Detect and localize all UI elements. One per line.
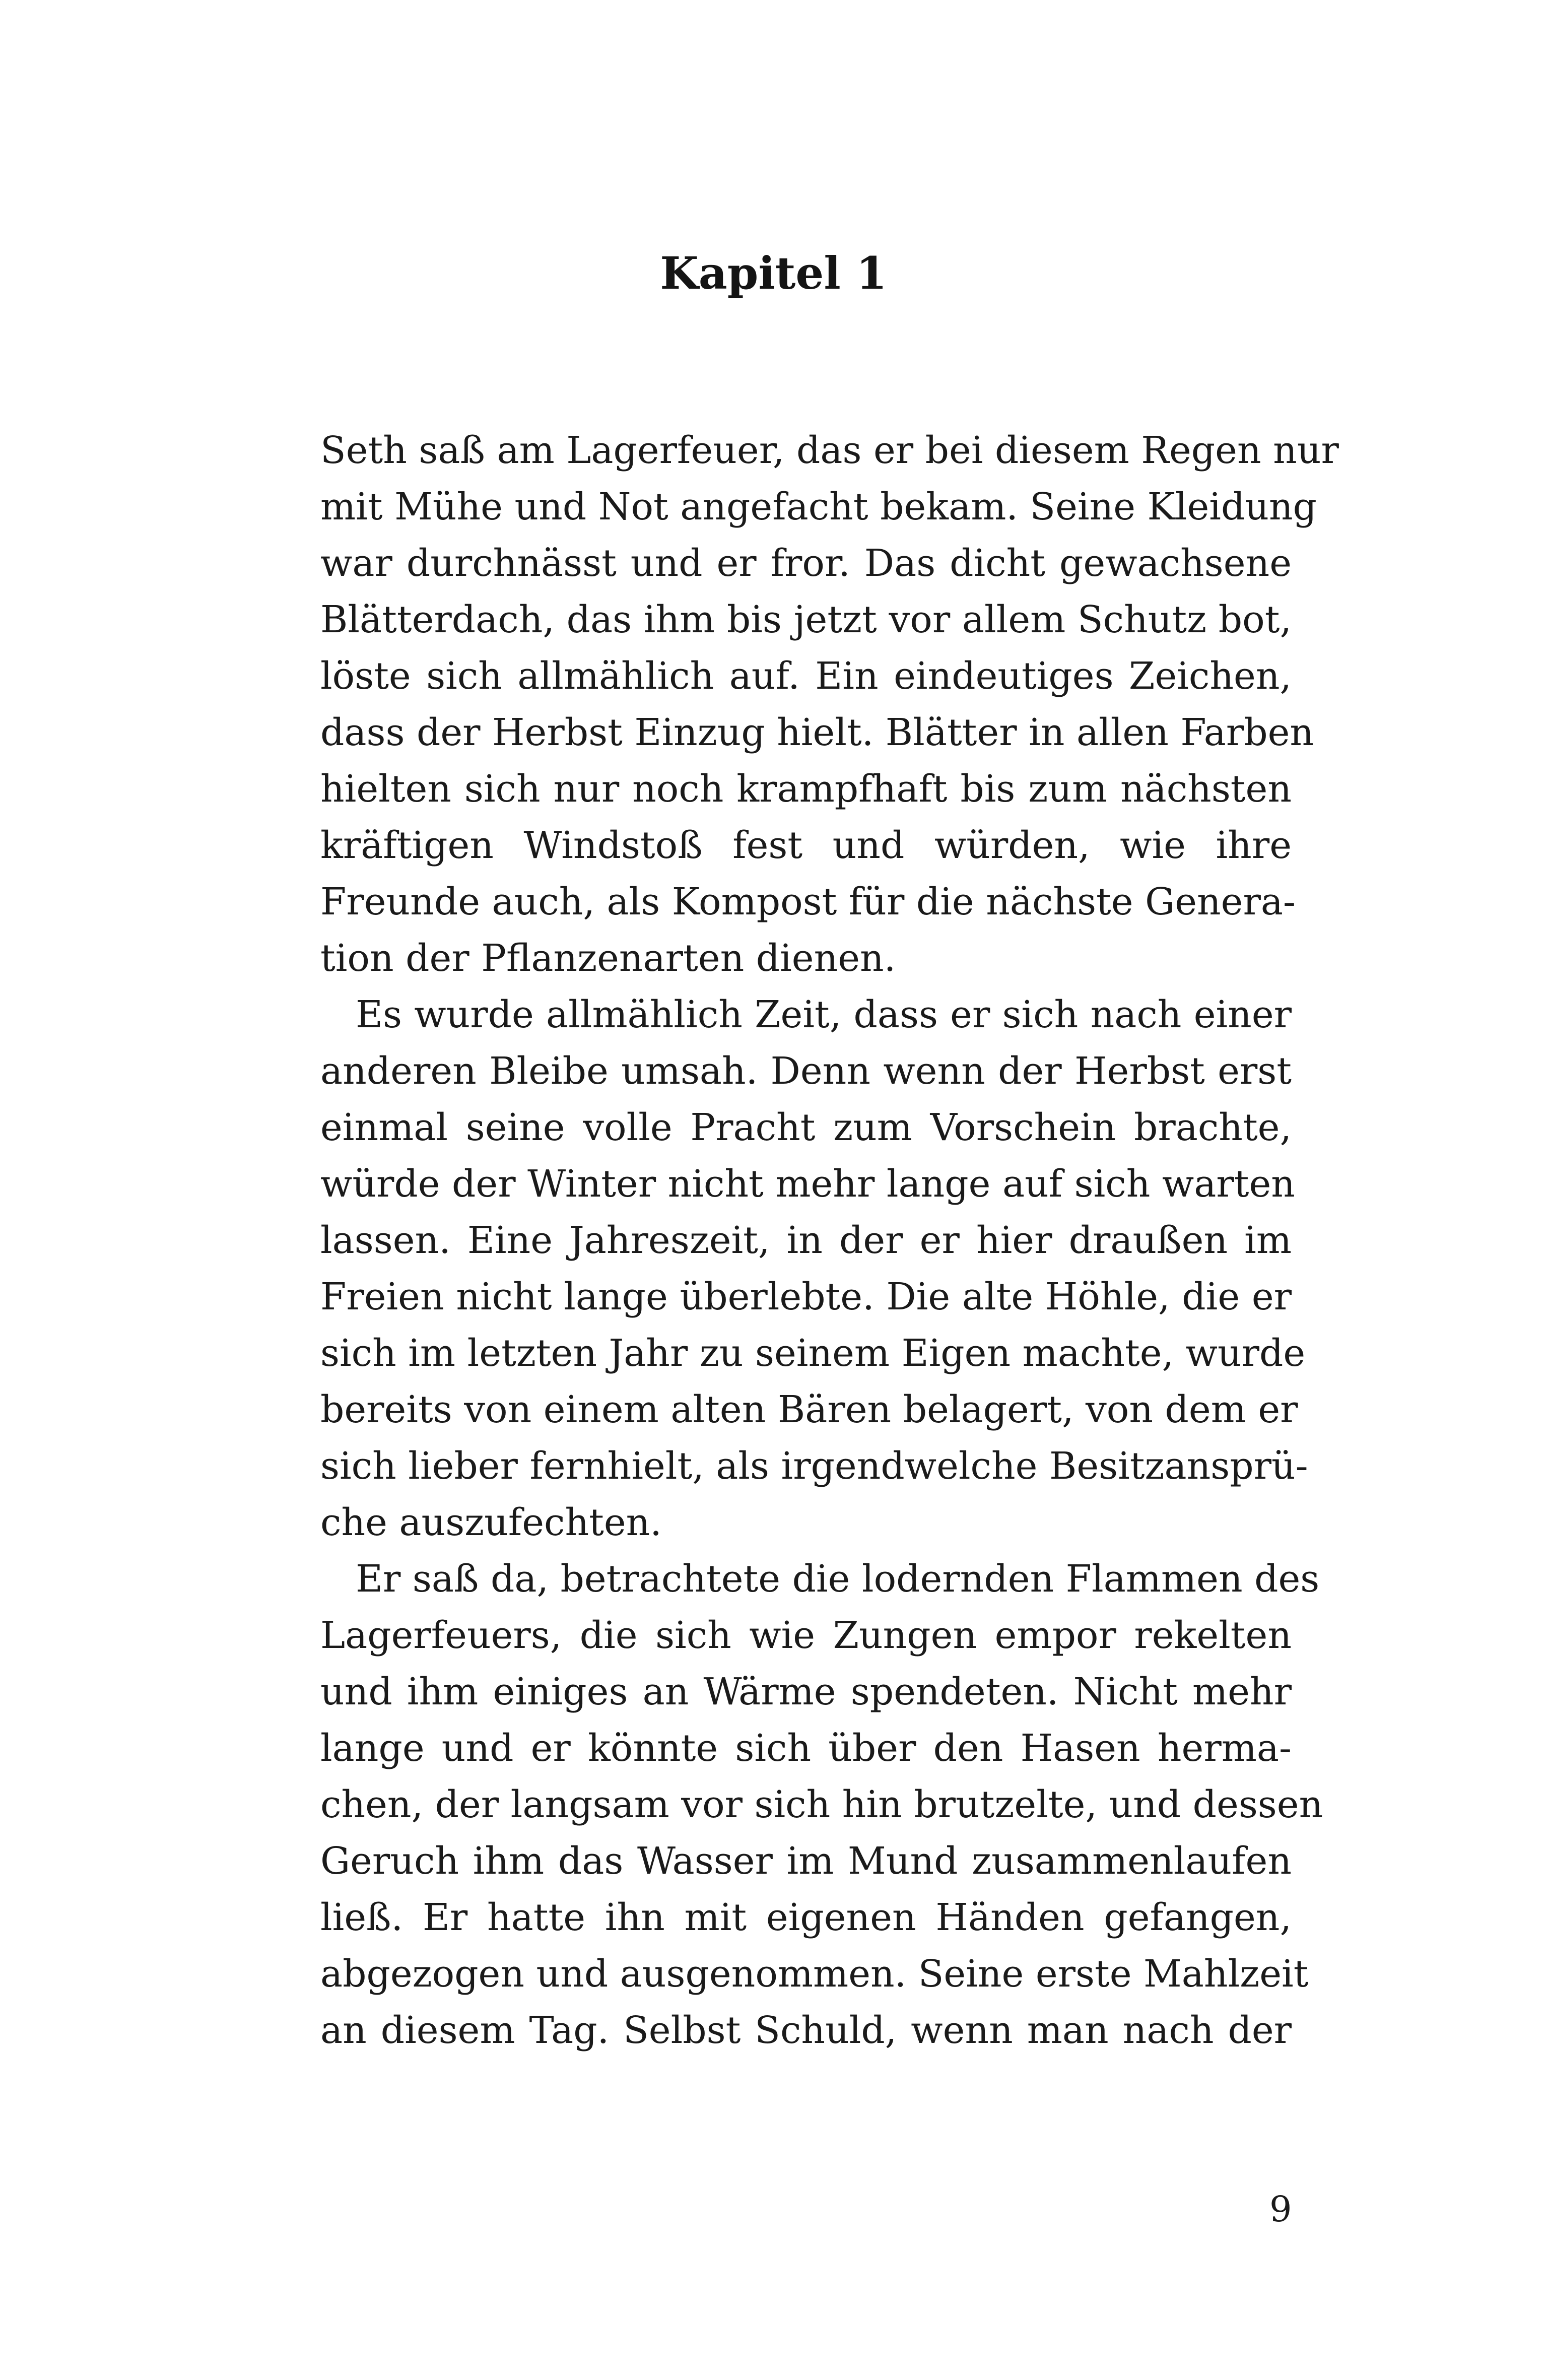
text-line: und ihm einiges an Wärme spendeten. Nicht mehr xyxy=(320,1670,1292,1713)
text-line: mit Mühe und Not angefacht bekam. Seine Kleidung xyxy=(320,485,1317,528)
text-line: lange und er könnte sich über den Hasen herma- xyxy=(320,1727,1292,1770)
text-line: che auszufechten. xyxy=(320,1501,662,1544)
paragraph-2 xyxy=(320,986,1308,1551)
text-line: würde der Winter nicht mehr lange auf sich warten xyxy=(320,1162,1295,1206)
text-line: Freien nicht lange überlebte. Die alte Höhle, die er xyxy=(320,1275,1292,1318)
text-line: bereits von einem alten Bären belagert, von dem er xyxy=(320,1388,1298,1431)
text-line: Es wurde allmählich Zeit, dass er sich nach einer xyxy=(356,993,1292,1036)
text-line: tion der Pflanzenarten dienen. xyxy=(320,937,896,980)
text-line: anderen Bleibe umsah. Denn wenn der Herbst erst xyxy=(320,1049,1292,1093)
text-line: sich im letzten Jahr zu seinem Eigen machte, wurde xyxy=(320,1332,1306,1375)
text-line: sich lieber fernhielt, als irgendwelche Besitzansprü- xyxy=(320,1444,1308,1488)
text-line: Freunde auch, als Kompost für die nächste Genera- xyxy=(320,880,1296,923)
text-line: chen, der langsam vor sich hin brutzelte, und dessen xyxy=(320,1783,1323,1826)
text-line: Er saß da, betrachtete die lodernden Flammen des xyxy=(356,1557,1320,1601)
text-line: Lagerfeuers, die sich wie Zungen empor rekelten xyxy=(320,1614,1292,1657)
page-number: 9 xyxy=(1269,2189,1292,2230)
text-line: dass der Herbst Einzug hielt. Blätter in allen Farben xyxy=(320,711,1314,754)
text-line: war durchnässt und er fror. Das dicht gewachsene xyxy=(320,542,1292,585)
text-line: hielten sich nur noch krampfhaft bis zum nächsten xyxy=(320,767,1292,811)
text-line: abgezogen und ausgenommen. Seine erste Mahlzeit xyxy=(320,1952,1309,1996)
paragraph-3 xyxy=(320,1551,1323,2059)
text-line: kräftigen Windstoß fest und würden, wie ihre xyxy=(320,824,1292,867)
text-line: Seth saß am Lagerfeuer, das er bei diesem Regen nur xyxy=(320,429,1339,472)
paragraph-1 xyxy=(320,422,1339,986)
text-line: löste sich allmählich auf. Ein eindeutiges Zeichen, xyxy=(320,654,1292,698)
body-text xyxy=(320,422,1339,2059)
text-line: an diesem Tag. Selbst Schuld, wenn man nach der xyxy=(320,2009,1292,2052)
chapter-title: Kapitel 1 xyxy=(660,247,887,299)
text-line: lassen. Eine Jahreszeit, in der er hier draußen im xyxy=(320,1219,1292,1262)
text-line: ließ. Er hatte ihn mit eigenen Händen gefangen, xyxy=(320,1896,1292,1939)
text-line: Blätterdach, das ihm bis jetzt vor allem Schutz bot, xyxy=(320,598,1292,641)
text-line: einmal seine volle Pracht zum Vorschein brachte, xyxy=(320,1106,1292,1149)
text-line: Geruch ihm das Wasser im Mund zusammenlaufen xyxy=(320,1839,1292,1883)
